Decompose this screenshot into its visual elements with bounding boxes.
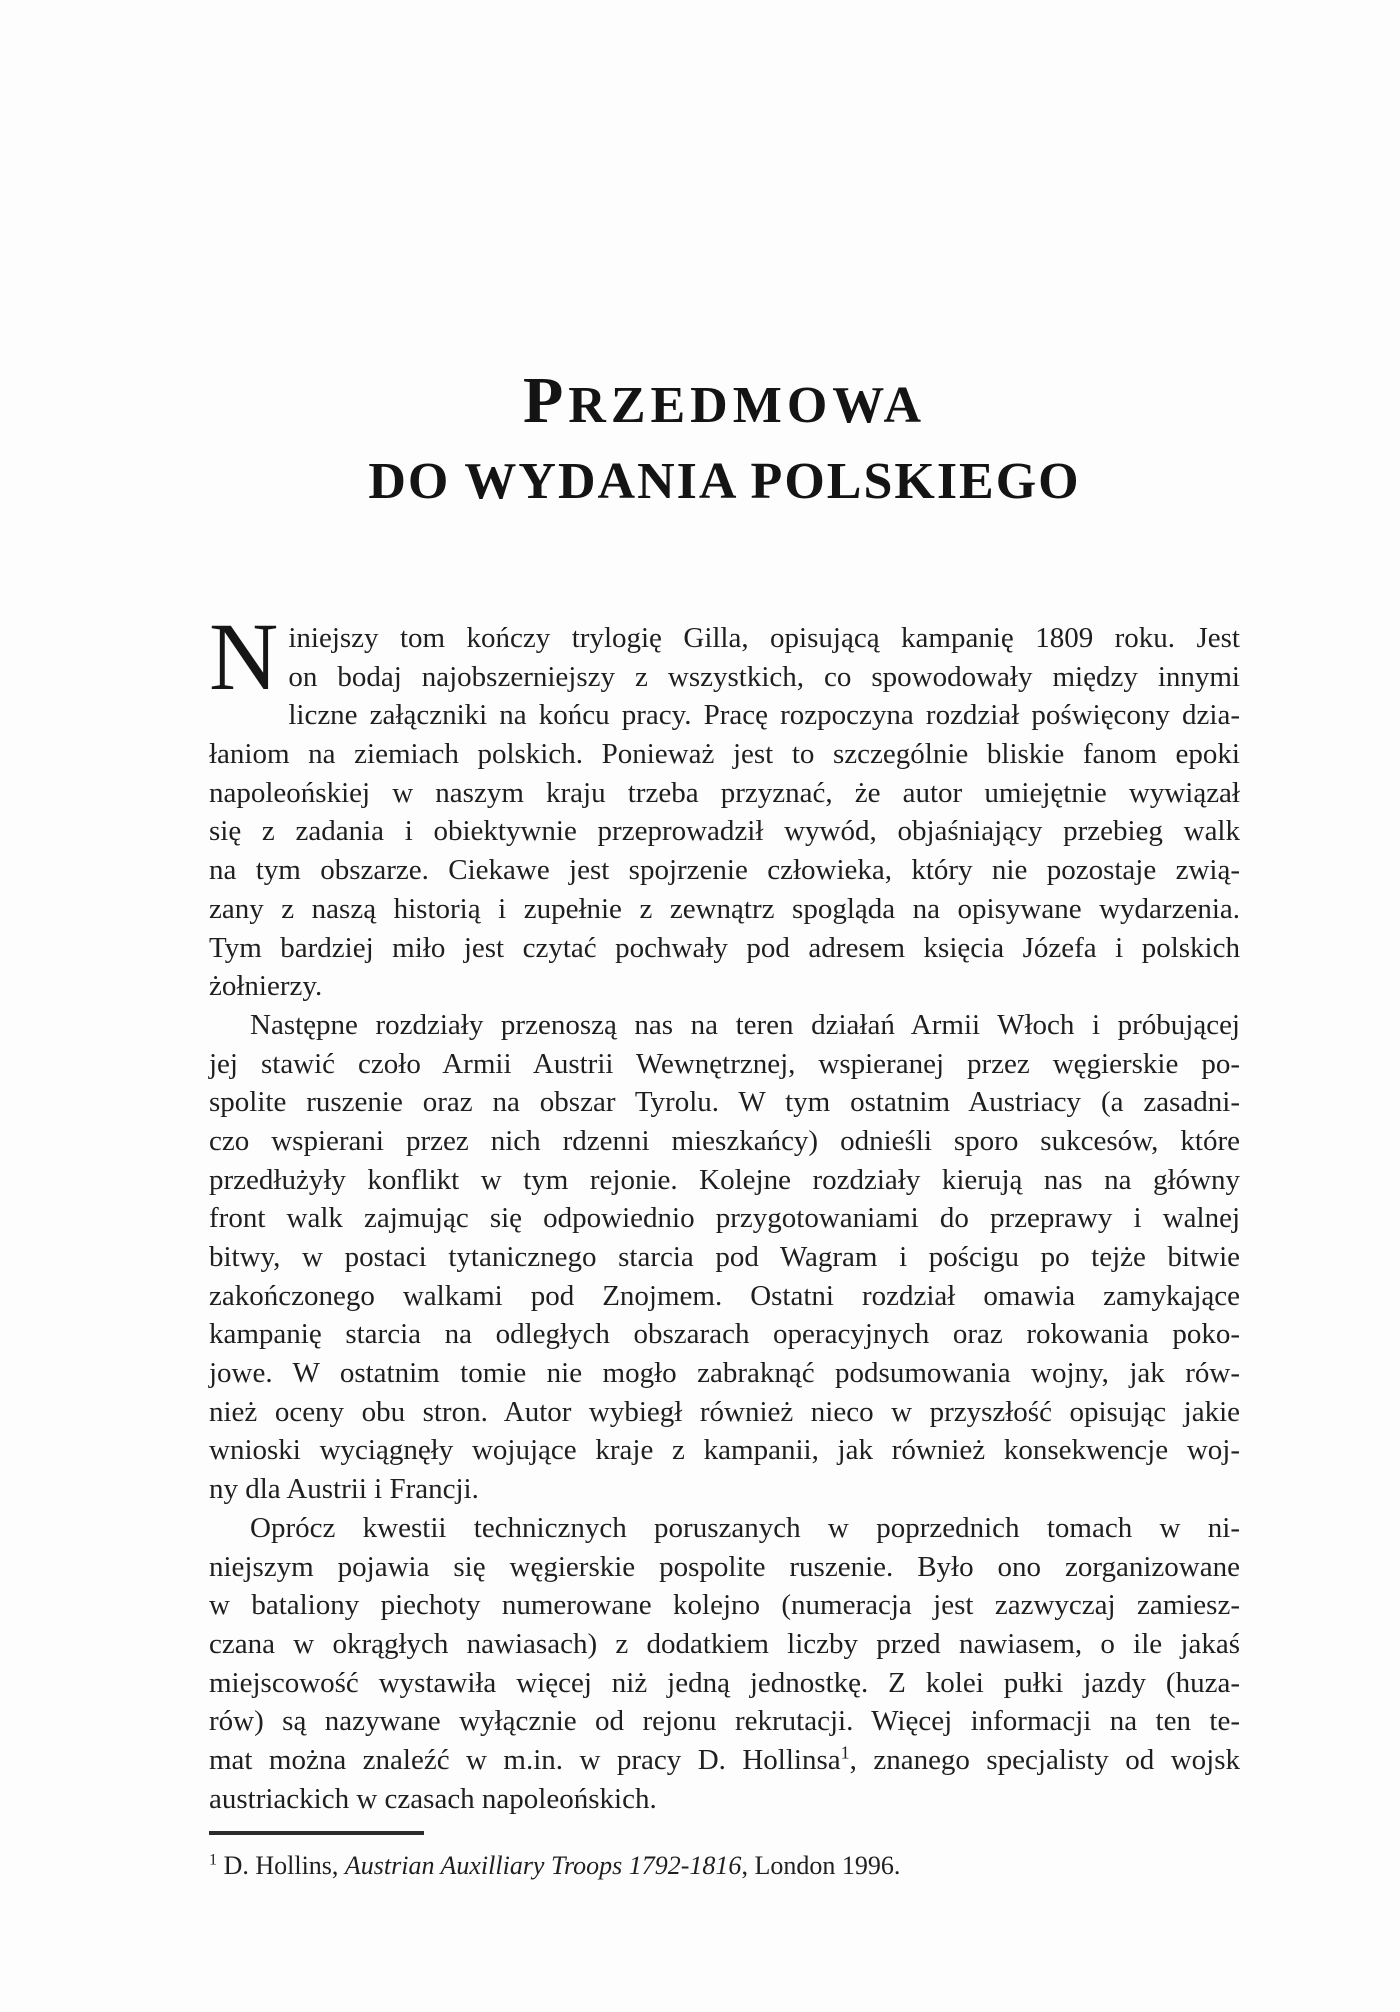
text-line: on bodaj najobszerniejszy z wszystkich, co spowodowały między innymi — [288, 660, 1240, 693]
text-line: niejszym pojawia się węgierskie pospolite ruszenie. Było ono zorganizowane — [209, 1550, 1240, 1583]
text-line: austriackich w czasach napoleońskich. — [209, 1782, 657, 1815]
text-line: czo wspierani przez nich rdzenni mieszkańcy) odnieśli sporo sukcesów, które — [209, 1124, 1240, 1157]
title-line-2: DO WYDANIA POLSKIEGO — [368, 453, 1081, 510]
text-line-with-footnote-ref — [209, 1741, 1240, 1780]
text-line: się z zadania i obiektywnie przeprowadził wywód, objaśniający przebieg walk — [209, 815, 1240, 848]
text-line: żołnierzy. — [209, 970, 323, 1003]
text-segment: mat można znaleźć w m.in. w pracy D. Hollinsa — [209, 1743, 841, 1776]
footnote-divider — [209, 1831, 424, 1835]
text-line: kampanię starcia na odległych obszarach operacyjnych oraz rokowania poko- — [209, 1318, 1240, 1351]
footnote — [209, 1850, 1240, 1882]
paragraph-1 — [209, 603, 1240, 1006]
text-line: spolite ruszenie oraz na obszar Tyrolu. W tym ostatnim Austriacy (a zasadni- — [209, 1086, 1240, 1119]
chapter-title — [209, 364, 1240, 510]
footnote-text: D. Hollins, — [217, 1851, 345, 1881]
text-line: napoleońskiej w naszym kraju trzeba przyznać, że autor umiejętnie wywiązał — [209, 776, 1240, 809]
text-line: Tym bardziej miło jest czytać pochwały pod adresem księcia Józefa i polskich — [209, 931, 1240, 964]
footnote-marker: 1 — [209, 1851, 218, 1869]
title-line-1 — [209, 364, 1240, 439]
text-line: czana w okrągłych nawiasach) z dodatkiem liczby przed nawiasem, o ile jakaś — [209, 1627, 1240, 1660]
text-line: na tym obszarze. Ciekawe jest spojrzenie człowieka, który nie pozostaje zwią- — [209, 854, 1240, 887]
text-line: jowe. W ostatnim tomie nie mogło zabraknąć podsumowania wojny, jak rów- — [209, 1357, 1240, 1390]
text-line: rów) są nazywane wyłącznie od rejonu rekrutacji. Więcej informacji na ten te- — [209, 1705, 1240, 1738]
drop-cap: N — [209, 603, 279, 710]
text-line: przedłużyły konflikt w tym rejonie. Kolejne rozdziały kierują nas na główny — [209, 1163, 1240, 1196]
text-line: Oprócz kwestii technicznych poruszanych w poprzednich tomach w ni- — [250, 1511, 1240, 1544]
text-line: wnioski wyciągnęły wojujące kraje z kampanii, jak również konsekwencje woj- — [209, 1434, 1240, 1467]
title-line-1-rest: RZEDMOWA — [568, 377, 927, 434]
text-line: jej stawić czoło Armii Austrii Wewnętrznej, wspieranej przez węgierskie po- — [209, 1047, 1240, 1080]
footnote-text: , London 1996. — [741, 1851, 901, 1881]
text-column — [209, 0, 1240, 1882]
paragraph-2 — [209, 1006, 1240, 1509]
text-segment: , znanego specjalisty od wojsk — [849, 1743, 1240, 1776]
text-line: bitwy, w postaci tytanicznego starcia pod Wagram i pościgu po tejże bitwie — [209, 1241, 1240, 1273]
text-line: miejscowość wystawiła więcej niż jedną jednostkę. Z kolei pułki jazdy (huza- — [209, 1666, 1240, 1699]
text-line: ny dla Austrii i Francji. — [209, 1473, 479, 1506]
text-line: w bataliony piechoty numerowane kolejno (numeracja jest zazwyczaj zamiesz- — [209, 1589, 1240, 1622]
text-line: łaniom na ziemiach polskich. Ponieważ jest to szczególnie bliskie fanom epoki — [209, 738, 1240, 771]
text-line: nież oceny obu stron. Autor wybiegł również nieco w przyszłość opisując jakie — [209, 1395, 1240, 1428]
body-text — [209, 603, 1240, 1818]
footnote-reference: 1 — [840, 1742, 850, 1763]
text-line: liczne załączniki na końcu pracy. Pracę rozpoczyna rozdział poświęcony dzia- — [288, 699, 1240, 732]
text-line: Następne rozdziały przenoszą nas na teren działań Armii Włoch i próbującej — [250, 1008, 1240, 1041]
text-line: zany z naszą historią i zupełnie z zewnątrz spogląda na opisywane wydarzenia. — [209, 892, 1240, 925]
footnote-book-title: Austrian Auxilliary Troops 1792-1816 — [344, 1851, 742, 1881]
text-line: zakończonego walkami pod Znojmem. Ostatni rozdział omawia zamykające — [209, 1279, 1240, 1312]
text-line: iniejszy tom kończy trylogię Gilla, opisującą kampanię 1809 roku. Jest — [288, 622, 1240, 654]
paragraph-3 — [209, 1509, 1240, 1819]
title-initial-letter: P — [522, 364, 569, 437]
text-line: front walk zajmując się odpowiednio przygotowaniami do przeprawy i walnej — [209, 1202, 1240, 1235]
